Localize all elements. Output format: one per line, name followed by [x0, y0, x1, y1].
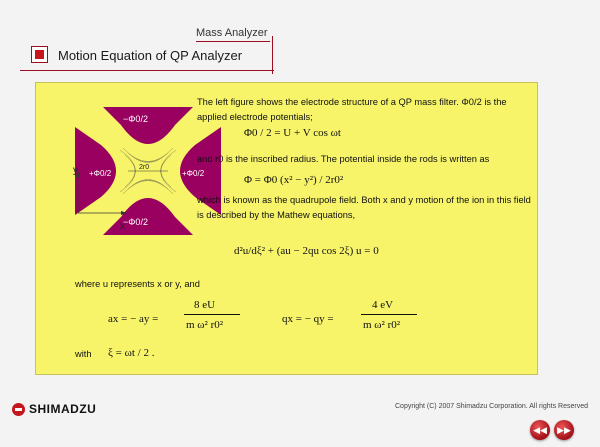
watermark-row — [0, 386, 600, 394]
breadcrumb: Mass Analyzer — [196, 27, 268, 39]
brand-name: SHIMADZU — [29, 402, 97, 416]
shimadzu-logo — [12, 402, 96, 416]
paragraph-electrode-description: The left figure shows the electrode structure of a QP mass filter. Φ0/2 is the applied electrode potentials; — [197, 97, 507, 122]
next-slide-button[interactable] — [554, 420, 574, 440]
label-bottom-electrode: −Φ0/2 — [123, 217, 148, 227]
paragraph-inscribed-radius: and r0 is the inscribed radius. The potential inside the rods is written as — [197, 154, 490, 164]
content-panel — [35, 82, 538, 375]
shimadzu-logo-icon — [12, 403, 25, 416]
equation-a-numerator: 8 eU — [194, 299, 216, 311]
header-vertical-divider — [272, 36, 273, 74]
paragraph-mathieu-intro: which is known as the quadrupole field. Both x and y motion of the ion in this field is described by the Mathew equations, — [197, 195, 531, 220]
label-left-electrode: +Φ0/2 — [89, 169, 112, 178]
fraction-bar — [184, 314, 240, 315]
watermark-row — [0, 28, 600, 36]
label-y-axis: y — [73, 165, 78, 176]
equation-a-lhs: ax = − ay = — [108, 313, 159, 325]
label-radius: 2r0 — [139, 164, 150, 171]
label-with: with — [75, 349, 92, 359]
electrode-top — [103, 107, 193, 144]
fraction-bar — [361, 314, 417, 315]
breadcrumb-divider — [196, 41, 270, 42]
equation-a-denominator: m ω² r0² — [186, 319, 224, 331]
fast-forward-icon: ▶▶ — [557, 425, 571, 435]
equation-q-numerator: 4 eV — [372, 299, 394, 311]
equation-q-denominator: m ω² r0² — [363, 319, 401, 331]
copyright-text: Copyright (C) 2007 Shimadzu Corporation. All rights Reserved — [395, 403, 588, 410]
label-right-electrode: +Φ0/2 — [182, 169, 205, 178]
rewind-icon: ◀◀ — [533, 425, 547, 435]
equation-quadrupole-field: Φ = Φ0 (x² − y²) / 2r0² — [244, 174, 344, 186]
label-x-axis: x — [120, 221, 125, 232]
equation-xi: ξ = ωt / 2 . — [108, 347, 155, 359]
equation-mathieu: d²u/dξ² + (au − 2qu cos 2ξ) u = 0 — [234, 245, 379, 257]
title-bullet-icon — [31, 46, 48, 63]
equation-potential: Φ0 / 2 = U + V cos ωt — [244, 127, 341, 139]
electrode-bottom — [103, 198, 193, 235]
previous-slide-button[interactable] — [530, 420, 550, 440]
title-underline — [20, 70, 274, 71]
page-title: Motion Equation of QP Analyzer — [58, 48, 243, 63]
equation-q-lhs: qx = − qy = — [282, 313, 334, 325]
paragraph-where-u: where u represents x or y, and — [75, 279, 200, 289]
label-top-electrode: −Φ0/2 — [123, 114, 148, 124]
